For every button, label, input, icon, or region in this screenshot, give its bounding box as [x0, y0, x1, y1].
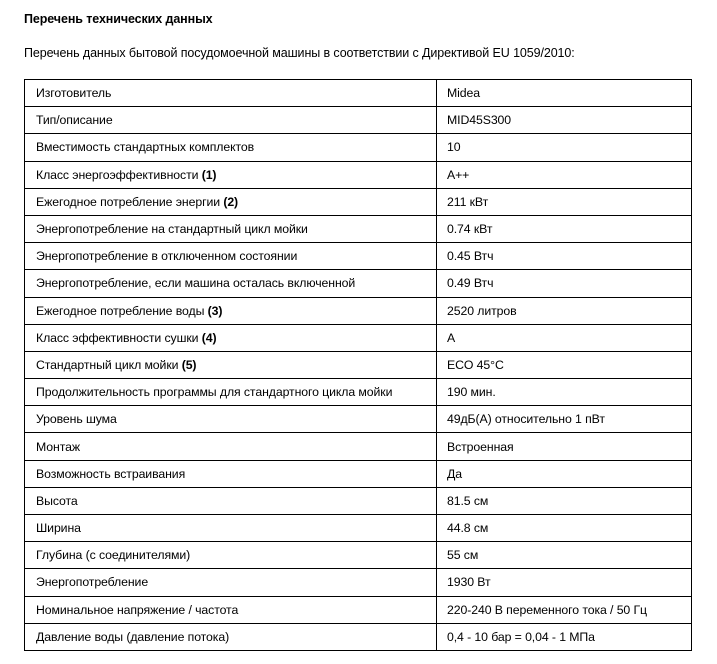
table-row	[25, 487, 692, 514]
param-cell	[25, 379, 437, 406]
param-label: Стандартный цикл мойки	[36, 357, 179, 372]
table-row	[25, 542, 692, 569]
value-cell: 81.5 см	[437, 487, 692, 514]
value-cell: A++	[437, 161, 692, 188]
param-cell	[25, 569, 437, 596]
value-cell: 55 см	[437, 542, 692, 569]
param-label: Монтаж	[36, 439, 80, 454]
table-row	[25, 433, 692, 460]
value-cell: Да	[437, 460, 692, 487]
table-row	[25, 379, 692, 406]
param-cell	[25, 487, 437, 514]
value-cell: 0.74 кВт	[437, 215, 692, 242]
param-cell	[25, 623, 437, 650]
param-cell	[25, 188, 437, 215]
param-label: Энергопотребление, если машина осталась включенной	[36, 276, 356, 291]
table-row	[25, 515, 692, 542]
value-cell: 10	[437, 134, 692, 161]
param-cell	[25, 351, 437, 378]
footnote-ref: (2)	[223, 194, 239, 209]
param-cell	[25, 324, 437, 351]
param-label: Высота	[36, 493, 78, 508]
param-cell	[25, 270, 437, 297]
table-row	[25, 215, 692, 242]
table-row	[25, 270, 692, 297]
param-label: Энергопотребление	[36, 575, 149, 590]
footnote-ref: (4)	[201, 330, 217, 345]
param-cell	[25, 80, 437, 107]
table-row	[25, 107, 692, 134]
param-label: Ежегодное потребление воды	[36, 303, 205, 318]
param-label: Глубина (с соединителями)	[36, 548, 191, 563]
value-cell: 220-240 В переменного тока / 50 Гц	[437, 596, 692, 623]
table-row	[25, 80, 692, 107]
param-label: Класс эффективности сушки	[36, 330, 199, 345]
value-cell: Midea	[437, 80, 692, 107]
param-label: Изготовитель	[36, 86, 112, 101]
param-cell	[25, 542, 437, 569]
param-label: Продолжительность программы для стандартного цикла мойки	[36, 385, 393, 400]
value-cell: Встроенная	[437, 433, 692, 460]
document-intro: Перечень данных бытовой посудомоечной машины в соответствии с Директивой EU 1059/2010:	[24, 46, 575, 60]
value-cell: 211 кВт	[437, 188, 692, 215]
param-cell	[25, 297, 437, 324]
document-title: Перечень технических данных	[24, 12, 213, 26]
param-cell	[25, 243, 437, 270]
value-cell: 49дБ(A) относительно 1 пВт	[437, 406, 692, 433]
table-row	[25, 460, 692, 487]
footnote-ref: (5)	[181, 357, 197, 372]
param-label: Энергопотребление на стандартный цикл мойки	[36, 222, 308, 237]
param-label: Класс энергоэффективности	[36, 167, 199, 182]
table-row	[25, 569, 692, 596]
param-cell	[25, 460, 437, 487]
param-label: Давление воды (давление потока)	[36, 629, 230, 644]
table-row	[25, 406, 692, 433]
param-label: Уровень шума	[36, 412, 117, 427]
table-row	[25, 324, 692, 351]
param-label: Ежегодное потребление энергии	[36, 194, 220, 209]
param-label: Энергопотребление в отключенном состоянии	[36, 249, 298, 264]
table-row	[25, 297, 692, 324]
param-cell	[25, 515, 437, 542]
table-row	[25, 243, 692, 270]
param-cell	[25, 215, 437, 242]
table-row	[25, 161, 692, 188]
spec-table-body	[25, 80, 692, 651]
table-row	[25, 188, 692, 215]
param-cell	[25, 161, 437, 188]
value-cell: 44.8 см	[437, 515, 692, 542]
param-label: Тип/описание	[36, 113, 113, 128]
value-cell: 2520 литров	[437, 297, 692, 324]
table-row	[25, 596, 692, 623]
param-label: Вместимость стандартных комплектов	[36, 140, 255, 155]
param-cell	[25, 107, 437, 134]
table-row	[25, 623, 692, 650]
value-cell: MID45S300	[437, 107, 692, 134]
param-label: Возможность встраивания	[36, 466, 186, 481]
param-label: Номинальное напряжение / частота	[36, 602, 239, 617]
param-cell	[25, 406, 437, 433]
footnote-ref: (3)	[207, 303, 223, 318]
param-cell	[25, 134, 437, 161]
value-cell: A	[437, 324, 692, 351]
footnote-ref: (1)	[201, 167, 217, 182]
table-row	[25, 351, 692, 378]
param-label: Ширина	[36, 521, 81, 536]
value-cell: 0.49 Втч	[437, 270, 692, 297]
value-cell: ECO 45°C	[437, 351, 692, 378]
value-cell: 0,4 - 10 бар = 0,04 - 1 МПа	[437, 623, 692, 650]
value-cell: 1930 Вт	[437, 569, 692, 596]
table-row	[25, 134, 692, 161]
param-cell	[25, 596, 437, 623]
value-cell: 190 мин.	[437, 379, 692, 406]
value-cell: 0.45 Втч	[437, 243, 692, 270]
spec-table	[24, 79, 692, 651]
param-cell	[25, 433, 437, 460]
